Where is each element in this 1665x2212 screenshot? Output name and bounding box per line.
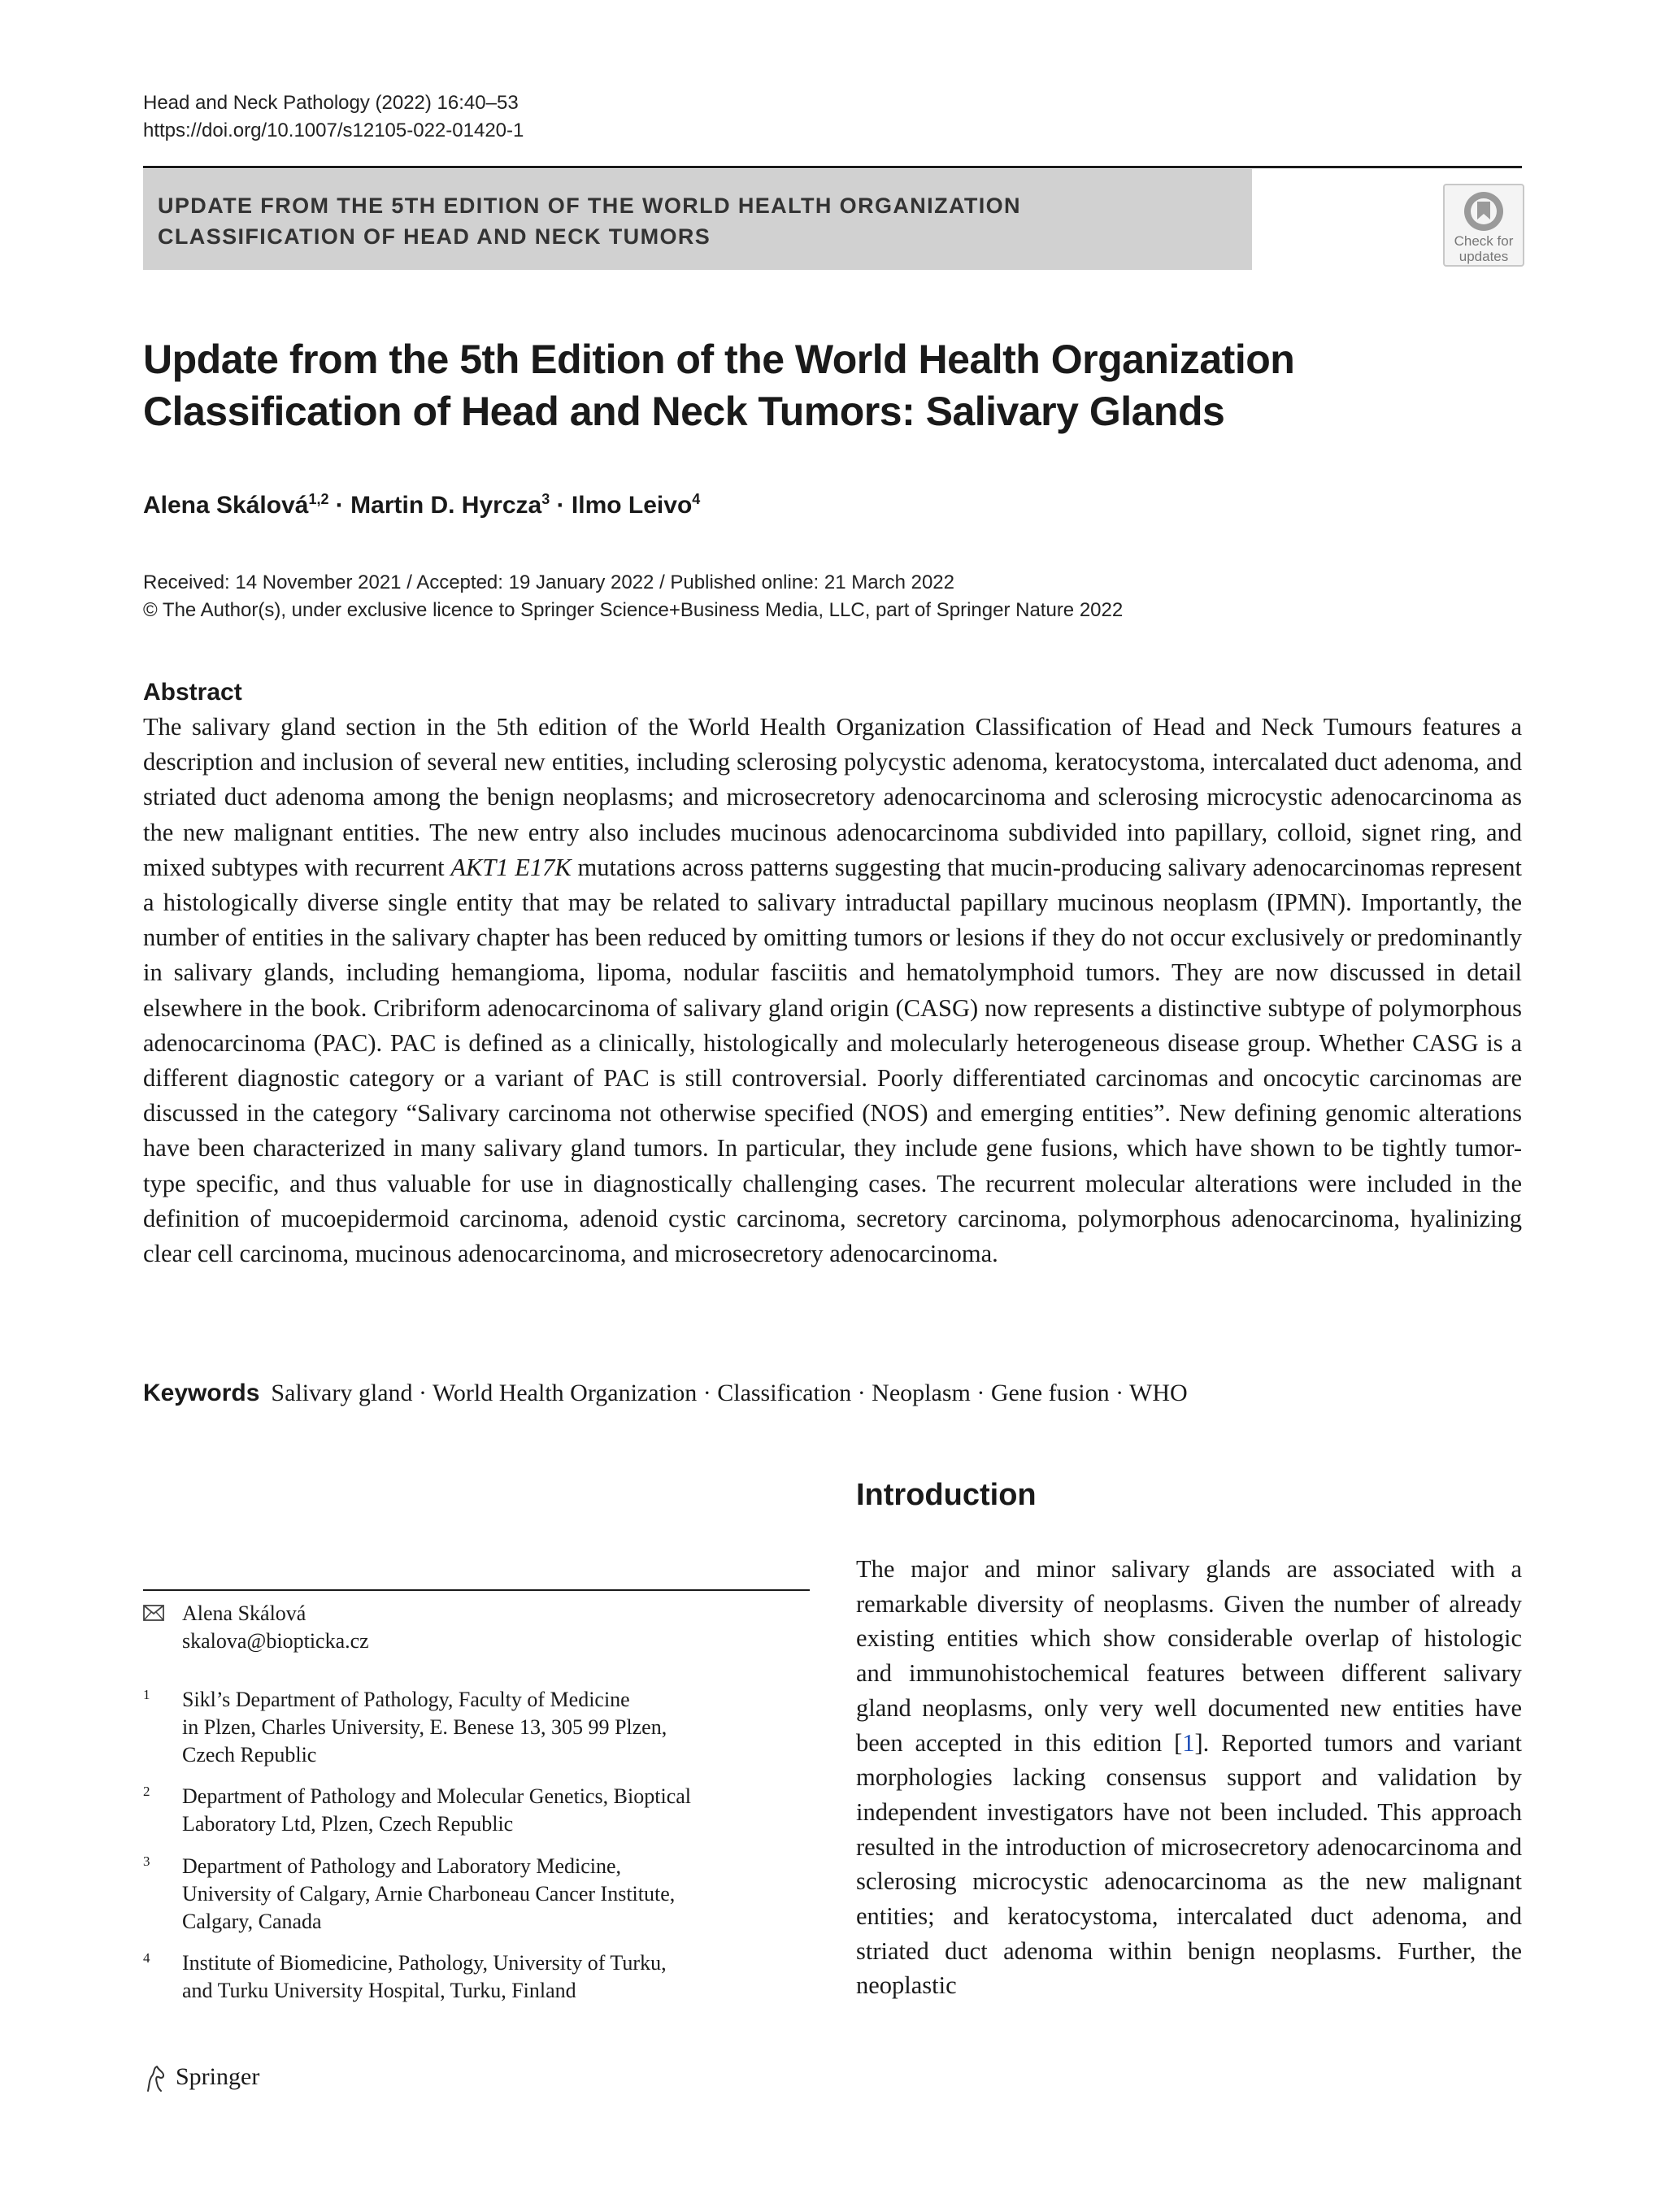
title-line-1: Update from the 5th Edition of the World Health Organization: [143, 337, 1295, 382]
keywords-label: Keywords: [143, 1380, 260, 1406]
author-affiliation-marker: 1,2: [308, 491, 329, 507]
reference-link[interactable]: 1: [1182, 1728, 1195, 1757]
affiliation-1: [143, 1686, 761, 1769]
affiliation-number: 1: [143, 1687, 150, 1702]
affiliation-line: University of Calgary, Arnie Charboneau Cancer Institute,: [182, 1882, 676, 1906]
affiliation-line: and Turku University Hospital, Turku, Finland: [182, 1979, 576, 2002]
title-line-2: Classification of Head and Neck Tumors: Salivary Glands: [143, 389, 1225, 434]
abstract-body: [143, 710, 1522, 1271]
check-for-updates-button[interactable]: [1443, 184, 1524, 267]
corresponding-author-name: Alena Skálová: [182, 1601, 306, 1625]
affiliation-line: in Plzen, Charles University, E. Benese 13, 305 99 Plzen,: [182, 1715, 667, 1739]
envelope-icon: [143, 1605, 164, 1621]
corresponding-author-email[interactable]: skalova@biopticka.cz: [182, 1629, 369, 1653]
affiliation-line: Sikl’s Department of Pathology, Faculty of Medicine: [182, 1688, 630, 1711]
abstract-heading: Abstract: [143, 679, 242, 706]
author-name[interactable]: Alena Skálová: [143, 492, 309, 519]
springer-horse-icon: [143, 2065, 167, 2092]
check-for-updates-icon: [1463, 190, 1505, 232]
abstract-text-2: mutations across patterns suggesting that mucin-producing salivary adenocarcinomas represent a histologically diverse single entity that may be related to salivary intraductal papillary mucinous neoplasm (IPMN). Importantly, the number of entities in the salivary chapter has been reduced by omitting tumors or lesions if they do not occur exclusively or predominantly in salivary glands, including hemangioma, lipoma, nodular fasciitis and hematolymphoid tumors. They are now discussed in detail elsewhere in the book. Cribriform adenocarcinoma of salivary gland origin (CASG) now represents a distinctive subtype of polymorphous adenocarcinoma (PAC). PAC is defined as a clinically, histologically and molecularly heterogeneous disease group. Whether CASG is a different diagnostic category or a variant of PAC is still controversial. Poorly differentiated carcinomas and oncocytic carcinomas are discussed in the category “Salivary carcinoma not otherwise specified (NOS) and emerging entities”. New defining genomic alterations have been characterized in many salivary gland tumors. In particular, they include gene fusions, which have shown to be tightly tumor-type specific, and thus valuable for use in diagnostically challenging cases. The recurrent molecular alterations were included in the definition of mucoepidermoid carcinoma, adenoid cystic carcinoma, secretory carcinoma, polymorphous adenocarcinoma, hyalinizing clear cell carcinoma, mucinous adenocarcinoma, and microsecretory adenocarcinoma.: [143, 853, 1523, 1268]
affiliation-line: Department of Pathology and Laboratory Medicine,: [182, 1854, 622, 1878]
affiliation-line: Calgary, Canada: [182, 1910, 322, 1933]
correspondence: [143, 1600, 369, 1655]
author-name[interactable]: Ilmo Leivo: [571, 492, 693, 519]
abstract-text-1: The salivary gland section in the 5th edition of the World Health Organization Classification of Head and Neck Tumours features a description and inclusion of several new entities, including sclerosing polycystic adenoma, keratocystoma, intercalated duct adenoma, and striated duct adenoma among the benign neoplasms; and microsecretory adenocarcinoma and sclerosing microcystic adenocarcinoma as the new malignant entities. The new entry also includes mucinous adenocarcinoma subdivided into papillary, colloid, signet ring, and mixed subtypes with recurrent: [143, 713, 1522, 881]
author-separator: ·: [550, 492, 572, 519]
intro-text-2: ]. Reported tumors and variant morphologies lacking consensus support and validation by independent investigators have not been included. This approach resulted in the introduction of microsecretory adenocarcinoma and sclerosing microcystic adenocarcinoma as the new malignant entities; and keratocystoma, intercalated duct adenoma, and striated duct adenoma within benign neoplasms. Further, the neoplastic: [856, 1728, 1522, 2000]
affiliation-line: Czech Republic: [182, 1743, 317, 1767]
gene-mutation-name: AKT1 E17K: [450, 853, 572, 881]
header-rule: [143, 166, 1522, 168]
author-name[interactable]: Martin D. Hyrcza: [350, 492, 542, 519]
author-list: [143, 483, 700, 522]
affiliation-number: 4: [143, 1950, 150, 1966]
section-banner: [143, 169, 1252, 270]
publication-dates: [143, 569, 1123, 624]
journal-info: [143, 89, 524, 145]
keywords: [143, 1377, 1188, 1410]
affiliation-line: Laboratory Ltd, Plzen, Czech Republic: [182, 1812, 514, 1836]
affiliation-number: 3: [143, 1853, 150, 1869]
history-dates: Received: 14 November 2021 / Accepted: 19 January 2022 / Published online: 21 March 2022: [143, 571, 954, 593]
banner-line-2: CLASSIFICATION OF HEAD AND NECK TUMORS: [158, 224, 711, 249]
intro-text-1: The major and minor salivary glands are associated with a remarkable diversity of neoplasms. Given the number of already existing entities which show considerable overlap of histologic and immunohistochemical features between different salivary gland neoplasms, only very well documented new entities have been accepted in this edition [: [856, 1555, 1522, 1757]
affiliation-line: Institute of Biomedicine, Pathology, University of Turku,: [182, 1951, 667, 1975]
author-separator: ·: [328, 492, 351, 519]
publisher-name: Springer: [176, 2063, 260, 2090]
author-affiliation-marker: 4: [692, 491, 701, 507]
article-title: [143, 333, 1411, 437]
affiliation-3: [143, 1853, 761, 1936]
journal-citation: Head and Neck Pathology (2022) 16:40–53: [143, 92, 519, 114]
keywords-list: Salivary gland · World Health Organization · Classification · Neoplasm · Gene fusion · WHO: [271, 1380, 1188, 1406]
doi-link[interactable]: https://doi.org/10.1007/s12105-022-01420-1: [143, 120, 524, 141]
copyright-notice: © The Author(s), under exclusive licence to Springer Science+Business Media, LLC, part of Springer Nature 2022: [143, 599, 1124, 621]
introduction-heading: Introduction: [856, 1478, 1037, 1512]
affiliation-number: 2: [143, 1784, 150, 1799]
introduction-body: [856, 1552, 1522, 2003]
banner-line-1: UPDATE FROM THE 5TH EDITION OF THE WORLD HEALTH ORGANIZATION: [158, 193, 1021, 218]
affiliation-4: [143, 1949, 761, 2005]
footnote-rule: [143, 1589, 810, 1591]
check-for-updates-line-2: updates: [1459, 249, 1509, 264]
check-for-updates-line-1: Check for: [1454, 233, 1514, 249]
affiliation-2: [143, 1783, 761, 1838]
author-affiliation-marker: 3: [541, 491, 550, 507]
affiliation-line: Department of Pathology and Molecular Genetics, Bioptical: [182, 1784, 691, 1808]
